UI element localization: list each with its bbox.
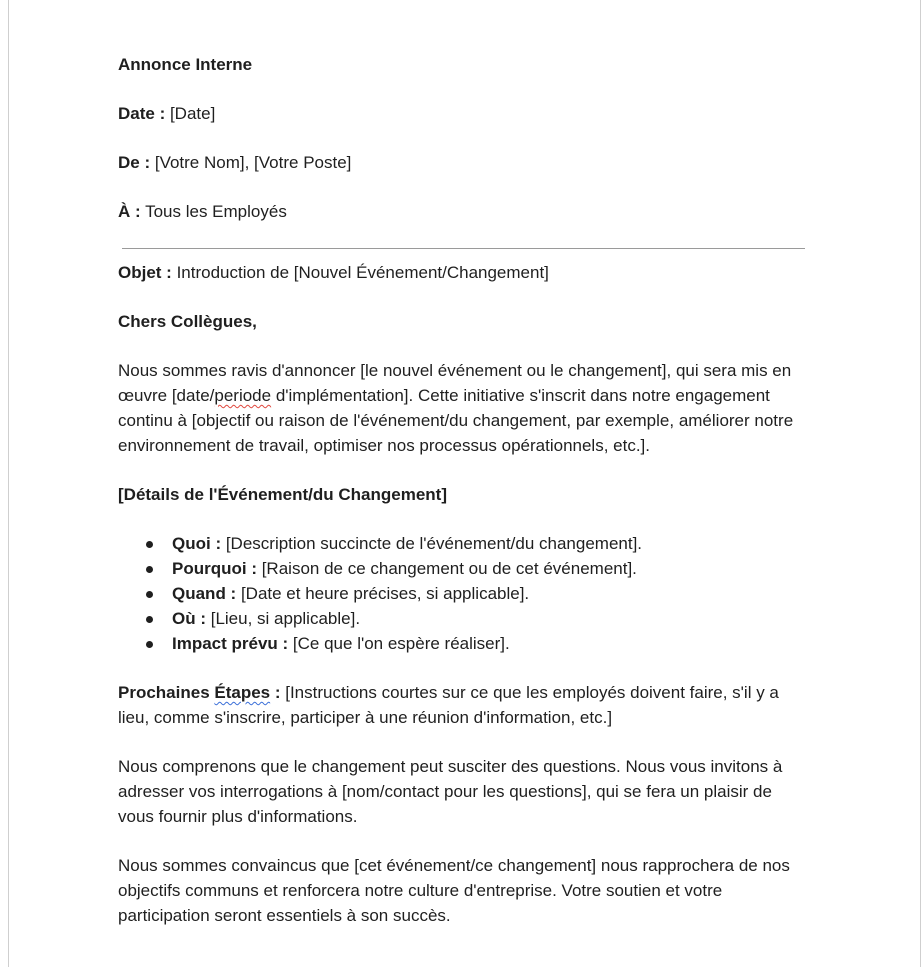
closing-paragraph: Nous sommes convaincus que [cet événement/ce changement] nous rapprochera de nos objectifs communs et renforcera notre culture d'entreprise. Votre soutien et votre participation seront essentiels à son succès. [118,856,790,925]
intro-text-a: Nous sommes ravis d'annoncer [le nouvel événement ou le changement], qui sera mis en œuvre [date/ [118,361,792,405]
next-steps-paragraph [118,680,808,730]
bullet-label: Impact prévu : [172,634,289,653]
from-label: De : [118,153,151,172]
list-item [172,531,808,556]
list-item [172,581,808,606]
subject-line [118,260,808,285]
from-line [118,150,808,175]
next-steps-text: [Instructions courtes sur ce que les employés doivent faire, s'il y a lieu, comme s'inscrire, participer à une réunion d'information, etc.] [118,683,779,727]
date-label: Date : [118,104,166,123]
bullet-label: Où : [172,609,206,628]
bullet-text: [Lieu, si applicable]. [206,609,361,628]
horizontal-rule [122,248,805,249]
date-line [118,101,808,126]
details-list [118,531,808,656]
intro-text-b: d'implémentation]. Cette initiative s'inscrit dans notre engagement continu à [objectif ou raison de l'événement/du changement, par exemple, améliorer notre environnement de travail, optimiser nos processus opérationnels, etc.]. [118,386,794,455]
questions-paragraph: Nous comprenons que le changement peut susciter des questions. Nous vous invitons à adresser vos interrogations à [nom/contact pour les questions], qui se fera un plaisir de vous fournir plus d'informations. [118,757,783,826]
intro-paragraph [118,358,808,458]
bullet-label: Pourquoi : [172,559,257,578]
list-item [172,556,808,581]
bullet-text: [Raison de ce changement ou de cet événement]. [256,559,637,578]
bullet-text: [Ce que l'on espère réaliser]. [288,634,510,653]
greeting: Chers Collègues, [118,312,257,331]
next-steps-label-a: Prochaines [118,683,215,702]
doc-title: Annonce Interne [118,55,253,74]
subject-value: Introduction de [Nouvel Événement/Changement] [171,263,549,282]
document-body[interactable] [118,52,808,952]
grammar-suggestion-word[interactable]: Étapes [214,683,271,702]
bullet-label: Quoi : [172,534,222,553]
date-value: [Date] [165,104,216,123]
spelling-error-word[interactable]: periode [214,386,272,405]
to-line [118,199,808,224]
bullet-label: Quand : [172,584,237,603]
from-value: [Votre Nom], [Votre Poste] [150,153,352,172]
details-heading: [Détails de l'Événement/du Changement] [118,485,447,504]
next-steps-label-c: : [270,683,281,702]
list-item [172,631,808,656]
subject-label: Objet : [118,263,172,282]
document-page [8,0,921,967]
to-label: À : [118,202,141,221]
to-value: Tous les Employés [140,202,287,221]
bullet-text: [Date et heure précises, si applicable]. [236,584,530,603]
list-item [172,606,808,631]
bullet-text: [Description succincte de l'événement/du changement]. [221,534,643,553]
